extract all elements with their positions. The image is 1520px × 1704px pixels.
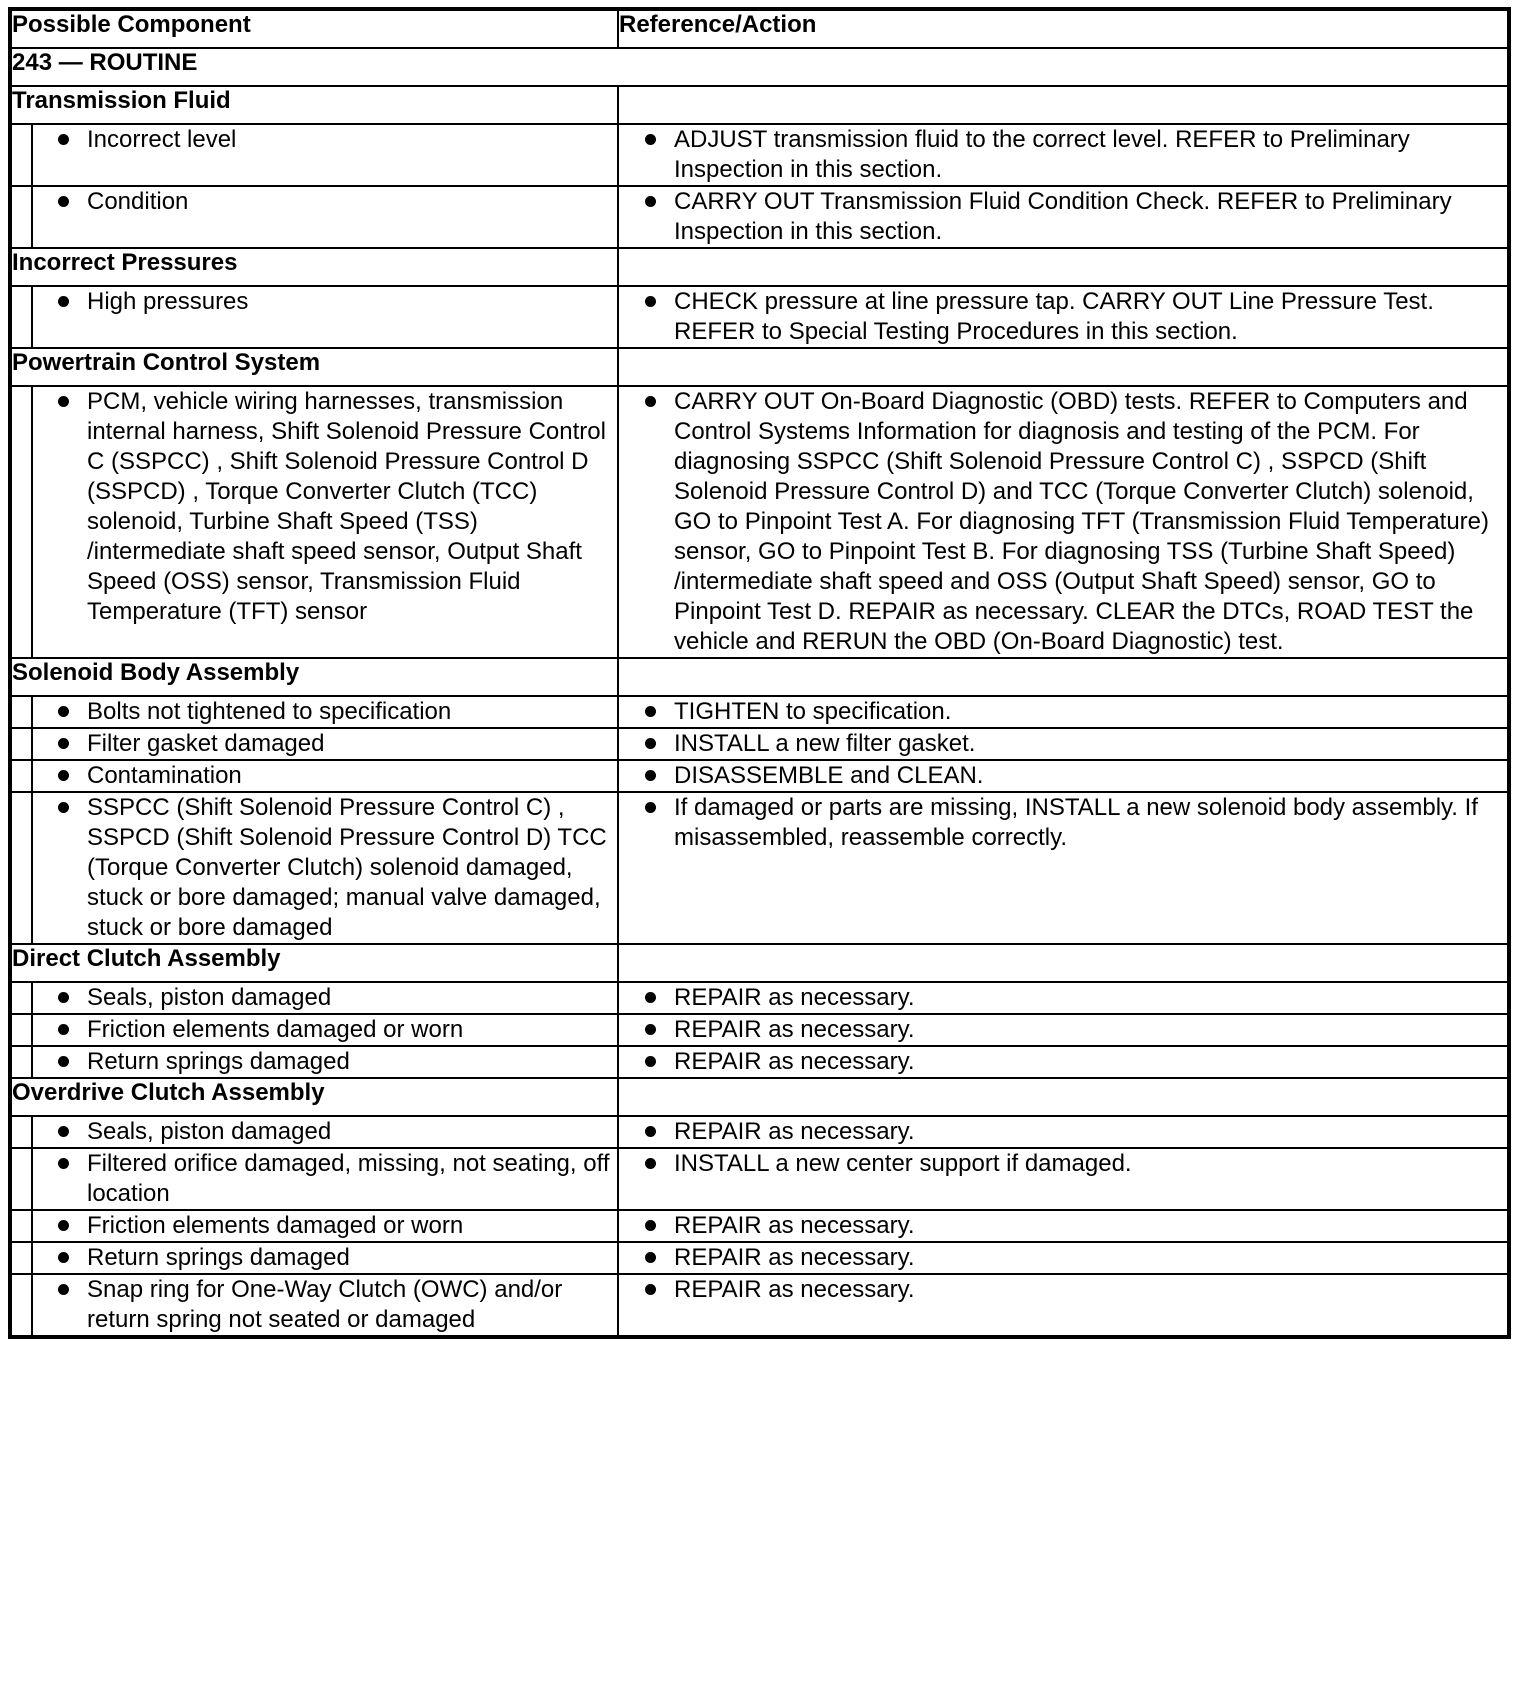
component-bullet-item (33, 793, 617, 943)
component-bullet-item (33, 1243, 617, 1273)
group-title: Direct Clutch Assembly (10, 944, 618, 982)
header-possible-component: Possible Component (10, 9, 618, 48)
action-cell (618, 1046, 1509, 1078)
action-bullet-item (619, 1275, 1507, 1305)
indent-cell (10, 1116, 32, 1148)
component-cell (32, 386, 618, 658)
action-text: REPAIR as necessary. (674, 1244, 915, 1271)
action-text: CARRY OUT Transmission Fluid Condition Check. REFER to Preliminary Inspection in this section. (674, 188, 1452, 245)
bullet-icon (58, 296, 69, 307)
action-text: If damaged or parts are missing, INSTALL a new solenoid body assembly. If misassembled, reassemble correctly. (674, 794, 1478, 851)
indent-cell (10, 1210, 32, 1242)
component-text: Return springs damaged (87, 1048, 350, 1075)
table-row (10, 124, 1509, 186)
header-reference-action: Reference/Action (618, 9, 1509, 48)
routine-row (10, 48, 1509, 86)
table-row (10, 286, 1509, 348)
indent-cell (10, 186, 32, 248)
action-text: ADJUST transmission fluid to the correct level. REFER to Preliminary Inspection in this section. (674, 126, 1410, 183)
action-cell (618, 792, 1509, 944)
component-text: Return springs damaged (87, 1244, 350, 1271)
indent-cell (10, 760, 32, 792)
component-text: Seals, piston damaged (87, 1118, 332, 1145)
action-cell (618, 1242, 1509, 1274)
action-cell (618, 982, 1509, 1014)
action-text: INSTALL a new filter gasket. (674, 730, 976, 757)
group-empty-cell (618, 658, 1509, 696)
component-cell (32, 696, 618, 728)
action-cell (618, 124, 1509, 186)
component-text: Seals, piston damaged (87, 984, 332, 1011)
table-row (10, 186, 1509, 248)
action-cell (618, 186, 1509, 248)
table-row (10, 1274, 1509, 1337)
indent-cell (10, 124, 32, 186)
bullet-icon (645, 706, 656, 717)
group-empty-cell (618, 348, 1509, 386)
bullet-icon (58, 738, 69, 749)
group-title: Solenoid Body Assembly (10, 658, 618, 696)
table-row (10, 386, 1509, 658)
bullet-icon (58, 1220, 69, 1231)
action-text: REPAIR as necessary. (674, 984, 915, 1011)
action-bullet-item (619, 729, 1507, 759)
group-title: Incorrect Pressures (10, 248, 618, 286)
group-row (10, 658, 1509, 696)
indent-cell (10, 1014, 32, 1046)
action-bullet-item (619, 387, 1507, 657)
table-body (10, 9, 1509, 1337)
group-title: Overdrive Clutch Assembly (10, 1078, 618, 1116)
component-text: Friction elements damaged or worn (87, 1212, 464, 1239)
action-cell (618, 1274, 1509, 1337)
bullet-icon (645, 1126, 656, 1137)
bullet-icon (645, 738, 656, 749)
bullet-icon (58, 1284, 69, 1295)
action-text: REPAIR as necessary. (674, 1276, 915, 1303)
table-row (10, 1116, 1509, 1148)
bullet-icon (58, 396, 69, 407)
action-text: REPAIR as necessary. (674, 1016, 915, 1043)
component-bullet-item (33, 1149, 617, 1209)
bullet-icon (645, 1024, 656, 1035)
bullet-icon (645, 770, 656, 781)
table-row (10, 728, 1509, 760)
component-cell (32, 186, 618, 248)
component-bullet-item (33, 761, 617, 791)
component-cell (32, 728, 618, 760)
table-row (10, 792, 1509, 944)
component-text: SSPCC (Shift Solenoid Pressure Control C) , SSPCD (Shift Solenoid Pressure Control D) TCC (Torque Converter Clutch) solenoid damaged, stuck or bore damaged; manual valve damaged, stuck or bore damaged (87, 794, 607, 941)
component-cell (32, 1148, 618, 1210)
bullet-icon (645, 1252, 656, 1263)
component-cell (32, 982, 618, 1014)
component-cell (32, 286, 618, 348)
routine-label: 243 — ROUTINE (10, 48, 1509, 86)
action-text: TIGHTEN to specification. (674, 698, 952, 725)
action-cell (618, 696, 1509, 728)
indent-cell (10, 1242, 32, 1274)
component-cell (32, 1210, 618, 1242)
group-row (10, 348, 1509, 386)
component-cell (32, 1116, 618, 1148)
bullet-icon (58, 134, 69, 145)
action-bullet-item (619, 187, 1507, 247)
action-cell (618, 1210, 1509, 1242)
component-bullet-item (33, 125, 617, 155)
group-row (10, 248, 1509, 286)
component-bullet-item (33, 729, 617, 759)
component-text: Contamination (87, 762, 242, 789)
indent-cell (10, 286, 32, 348)
group-title: Transmission Fluid (10, 86, 618, 124)
action-bullet-item (619, 287, 1507, 347)
component-text: Incorrect level (87, 126, 237, 153)
action-bullet-item (619, 1211, 1507, 1241)
action-bullet-item (619, 1243, 1507, 1273)
table-row (10, 696, 1509, 728)
bullet-icon (58, 802, 69, 813)
action-bullet-item (619, 697, 1507, 727)
bullet-icon (645, 1158, 656, 1169)
action-cell (618, 728, 1509, 760)
indent-cell (10, 792, 32, 944)
action-cell (618, 1116, 1509, 1148)
bullet-icon (645, 992, 656, 1003)
component-cell (32, 792, 618, 944)
table-row (10, 760, 1509, 792)
indent-cell (10, 1046, 32, 1078)
component-bullet-item (33, 1117, 617, 1147)
indent-cell (10, 1274, 32, 1337)
header-row (10, 9, 1509, 48)
action-bullet-item (619, 793, 1507, 853)
action-bullet-item (619, 1149, 1507, 1179)
bullet-icon (58, 770, 69, 781)
action-text: REPAIR as necessary. (674, 1048, 915, 1075)
bullet-icon (645, 802, 656, 813)
action-bullet-item (619, 1117, 1507, 1147)
indent-cell (10, 728, 32, 760)
component-bullet-item (33, 287, 617, 317)
group-row (10, 86, 1509, 124)
component-text: Filtered orifice damaged, missing, not seating, off location (87, 1150, 610, 1207)
component-text: Condition (87, 188, 189, 215)
component-text: Filter gasket damaged (87, 730, 325, 757)
component-cell (32, 760, 618, 792)
bullet-icon (58, 1126, 69, 1137)
table-row (10, 1210, 1509, 1242)
indent-cell (10, 696, 32, 728)
bullet-icon (645, 134, 656, 145)
bullet-icon (58, 706, 69, 717)
group-empty-cell (618, 248, 1509, 286)
component-bullet-item (33, 983, 617, 1013)
action-text: REPAIR as necessary. (674, 1212, 915, 1239)
group-empty-cell (618, 86, 1509, 124)
component-bullet-item (33, 1015, 617, 1045)
bullet-icon (58, 1024, 69, 1035)
indent-cell (10, 982, 32, 1014)
component-cell (32, 1242, 618, 1274)
component-text: Bolts not tightened to specification (87, 698, 452, 725)
component-cell (32, 1046, 618, 1078)
component-cell (32, 124, 618, 186)
bullet-icon (58, 196, 69, 207)
component-bullet-item (33, 187, 617, 217)
action-cell (618, 1014, 1509, 1046)
component-text: Snap ring for One-Way Clutch (OWC) and/or return spring not seated or damaged (87, 1276, 563, 1333)
group-title: Powertrain Control System (10, 348, 618, 386)
action-text: REPAIR as necessary. (674, 1118, 915, 1145)
diagnosis-table (8, 7, 1511, 1339)
component-bullet-item (33, 1047, 617, 1077)
component-bullet-item (33, 387, 617, 627)
table-row (10, 1014, 1509, 1046)
indent-cell (10, 1148, 32, 1210)
group-row (10, 944, 1509, 982)
action-cell (618, 1148, 1509, 1210)
bullet-icon (645, 296, 656, 307)
table-row (10, 1242, 1509, 1274)
action-text: INSTALL a new center support if damaged. (674, 1150, 1132, 1177)
bullet-icon (58, 992, 69, 1003)
table-row (10, 1046, 1509, 1078)
component-bullet-item (33, 697, 617, 727)
action-text: CHECK pressure at line pressure tap. CARRY OUT Line Pressure Test. REFER to Special Testing Procedures in this section. (674, 288, 1434, 345)
action-bullet-item (619, 983, 1507, 1013)
bullet-icon (58, 1056, 69, 1067)
component-cell (32, 1274, 618, 1337)
bullet-icon (645, 1220, 656, 1231)
indent-cell (10, 386, 32, 658)
action-bullet-item (619, 125, 1507, 185)
component-bullet-item (33, 1211, 617, 1241)
bullet-icon (645, 1056, 656, 1067)
bullet-icon (645, 196, 656, 207)
action-text: DISASSEMBLE and CLEAN. (674, 762, 984, 789)
action-cell (618, 760, 1509, 792)
component-bullet-item (33, 1275, 617, 1335)
bullet-icon (645, 1284, 656, 1295)
action-cell (618, 386, 1509, 658)
group-empty-cell (618, 1078, 1509, 1116)
bullet-icon (645, 396, 656, 407)
bullet-icon (58, 1158, 69, 1169)
component-text: Friction elements damaged or worn (87, 1016, 464, 1043)
group-empty-cell (618, 944, 1509, 982)
bullet-icon (58, 1252, 69, 1263)
component-cell (32, 1014, 618, 1046)
group-row (10, 1078, 1509, 1116)
component-text: High pressures (87, 288, 249, 315)
table-row (10, 982, 1509, 1014)
component-text: PCM, vehicle wiring harnesses, transmission internal harness, Shift Solenoid Pressure Control C (SSPCC) , Shift Solenoid Pressure Control D (SSPCD) , Torque Converter Clutch (TCC) solenoid, Turbine Shaft Speed (TSS) /intermediate shaft speed sensor, Output Shaft Speed (OSS) sensor, Transmission Fluid Temperature (TFT) sensor (87, 388, 606, 625)
action-cell (618, 286, 1509, 348)
action-text: CARRY OUT On-Board Diagnostic (OBD) tests. REFER to Computers and Control Systems Information for diagnosis and testing of the PCM. For diagnosing SSPCC (Shift Solenoid Pressure Control C) , SSPCD (Shift Solenoid Pressure Control D) and TCC (Torque Converter Clutch) solenoid, GO to Pinpoint Test A. For diagnosing TFT (Transmission Fluid Temperature) sensor, GO to Pinpoint Test B. For diagnosing TSS (Turbine Shaft Speed) /intermediate shaft speed and OSS (Output Shaft Speed) sensor, GO to Pinpoint Test D. REPAIR as necessary. CLEAR the DTCs, ROAD TEST the vehicle and RERUN the OBD (On-Board Diagnostic) test. (674, 388, 1490, 655)
table-row (10, 1148, 1509, 1210)
action-bullet-item (619, 761, 1507, 791)
action-bullet-item (619, 1047, 1507, 1077)
action-bullet-item (619, 1015, 1507, 1045)
